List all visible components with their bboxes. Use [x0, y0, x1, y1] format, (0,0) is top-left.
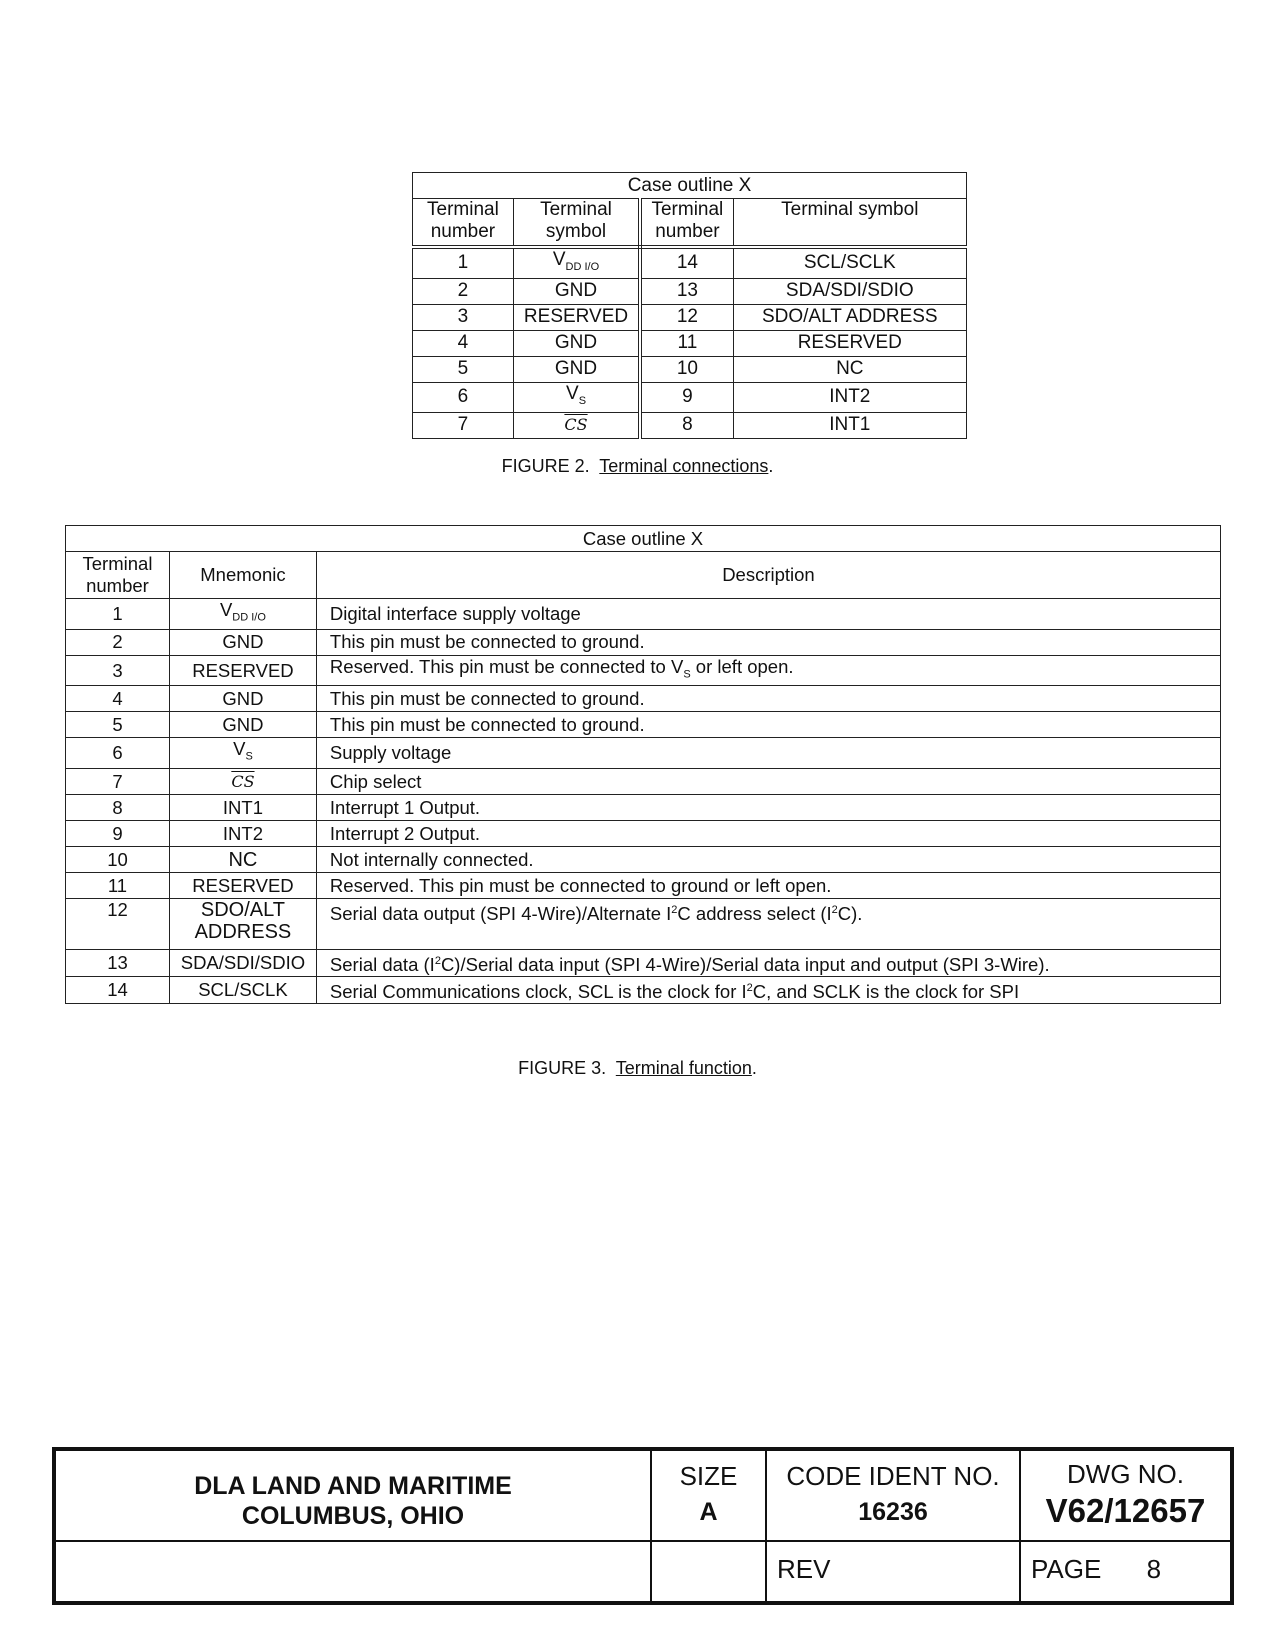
terminal-symbol: INT2 — [733, 382, 966, 412]
mnemonic: INT2 — [169, 821, 316, 847]
terminal-symbol — [513, 247, 640, 278]
mnemonic: RESERVED — [169, 655, 316, 686]
terminal-number: 3 — [413, 304, 514, 330]
terminal-number: 4 — [66, 686, 170, 712]
terminal-number: 12 — [640, 304, 733, 330]
description — [316, 899, 1220, 950]
terminal-number: 11 — [640, 330, 733, 356]
description-superscript: 2 — [671, 904, 678, 917]
caption-title: Terminal connections — [599, 456, 769, 476]
col-terminal-symbol: Terminal symbol — [733, 199, 966, 248]
mnemonic: RESERVED — [169, 873, 316, 899]
symbol-text: V — [566, 382, 579, 404]
description — [316, 977, 1220, 1004]
terminal-number: 12 — [66, 899, 170, 950]
terminal-symbol: NC — [733, 356, 966, 382]
terminal-number: 4 — [413, 330, 514, 356]
terminal-number: 6 — [413, 382, 514, 412]
col-terminal-number: Terminal number — [66, 552, 170, 599]
col-mnemonic: Mnemonic — [169, 552, 316, 599]
terminal-number: 3 — [66, 655, 170, 686]
description-text: Serial Communications clock, SCL is the clock for I — [329, 981, 747, 1003]
description: Interrupt 1 Output. — [316, 795, 1220, 821]
table-row — [413, 304, 967, 330]
terminal-number: 2 — [413, 278, 514, 304]
mnemonic: SDO/ALT ADDRESS — [169, 899, 316, 950]
table-row — [66, 899, 1221, 950]
terminal-connections-table — [412, 172, 967, 439]
terminal-number: 10 — [66, 847, 170, 873]
page-cell — [1031, 1554, 1231, 1585]
description-subscript: S — [683, 668, 691, 681]
terminal-number: 8 — [66, 795, 170, 821]
terminal-number: 7 — [413, 412, 514, 438]
terminal-number: 5 — [413, 356, 514, 382]
terminal-number: 2 — [66, 629, 170, 655]
dwg-number: V62/12657 — [1045, 1492, 1206, 1529]
table-row — [413, 278, 967, 304]
table-row — [66, 712, 1221, 738]
terminal-symbol: INT1 — [733, 412, 966, 438]
mnemonic: GND — [169, 686, 316, 712]
description-text: Serial data (I — [329, 954, 435, 976]
table-row — [66, 821, 1221, 847]
description: Interrupt 2 Output. — [316, 821, 1220, 847]
description — [316, 950, 1220, 977]
terminal-number: 11 — [66, 873, 170, 899]
code-ident-value: 16236 — [858, 1498, 928, 1526]
table-row — [66, 873, 1221, 899]
terminal-symbol: GND — [513, 356, 640, 382]
caption-prefix: FIGURE 2. — [501, 456, 590, 476]
table-row — [66, 686, 1221, 712]
description-text: or left open. — [690, 655, 794, 677]
mnemonic — [169, 738, 316, 769]
terminal-symbol: RESERVED — [733, 330, 966, 356]
terminal-number: 1 — [66, 599, 170, 630]
symbol-text: V — [552, 249, 566, 270]
organization-line-2: COLUMBUS, OHIO — [241, 1502, 465, 1530]
table-row — [66, 599, 1221, 630]
terminal-number: 14 — [640, 247, 733, 278]
organization-line-1: DLA LAND AND MARITIME — [194, 1472, 512, 1500]
caption-title: Terminal function — [615, 1058, 752, 1078]
drawing-title-block — [52, 1447, 1234, 1605]
terminal-number: 13 — [66, 950, 170, 977]
description-text: C address select (I — [677, 903, 832, 925]
caption-prefix: FIGURE 3. — [518, 1058, 607, 1078]
col-terminal-symbol: Terminal symbol — [513, 199, 640, 248]
table-row — [413, 356, 967, 382]
size-label: SIZE — [679, 1461, 738, 1491]
description-text: C)/Serial data input (SPI 4-Wire)/Serial data input and output (SPI 3-Wire). — [440, 954, 1050, 976]
case-outline-header: Case outline X — [413, 173, 967, 199]
mnemonic-subscript: S — [245, 751, 253, 764]
description: Digital interface supply voltage — [316, 599, 1220, 630]
table-row — [413, 382, 967, 412]
description-superscript: 2 — [434, 955, 441, 968]
col-terminal-number: Terminal number — [413, 199, 514, 248]
terminal-number: 10 — [640, 356, 733, 382]
description: Chip select — [316, 769, 1220, 795]
terminal-symbol: RESERVED — [513, 304, 640, 330]
terminal-function-table — [65, 525, 1221, 1004]
col-terminal-number: Terminal number — [640, 199, 733, 248]
mnemonic: INT1 — [169, 795, 316, 821]
terminal-number: 1 — [413, 247, 514, 278]
table-row — [66, 769, 1221, 795]
organization-name — [56, 1471, 650, 1531]
description: Not internally connected. — [316, 847, 1220, 873]
page-number: 8 — [1146, 1554, 1162, 1584]
mnemonic — [169, 769, 316, 795]
mnemonic: GND — [169, 712, 316, 738]
description-text: Reserved. This pin must be connected to V — [329, 655, 684, 677]
description-text: C). — [837, 903, 863, 925]
rev-label: REV — [777, 1554, 831, 1584]
terminal-number: 13 — [640, 278, 733, 304]
code-ident-label: CODE IDENT NO. — [786, 1461, 1000, 1491]
terminal-number: 8 — [640, 412, 733, 438]
terminal-symbol: SDO/ALT ADDRESS — [733, 304, 966, 330]
code-ident-cell — [767, 1461, 1019, 1527]
table-row — [66, 629, 1221, 655]
symbol-subscript: S — [578, 394, 587, 407]
mnemonic-text: V — [219, 599, 233, 620]
mnemonic-subscript: DD I/O — [232, 611, 266, 624]
table-row — [66, 847, 1221, 873]
description-text: C, and SCLK is the clock for SPI — [752, 981, 1020, 1003]
description: This pin must be connected to ground. — [316, 712, 1220, 738]
description-text: Serial data output (SPI 4-Wire)/Alternate I — [329, 903, 672, 925]
description-superscript: 2 — [746, 982, 753, 995]
dwg-no-cell — [1021, 1459, 1230, 1530]
mnemonic — [169, 599, 316, 630]
table-row — [66, 655, 1221, 686]
description: Supply voltage — [316, 738, 1220, 769]
terminal-symbol: SDA/SDI/SDIO — [733, 278, 966, 304]
chip-select-overline: $\overline{CS}$ — [564, 415, 588, 435]
table-row — [66, 738, 1221, 769]
terminal-symbol: GND — [513, 278, 640, 304]
mnemonic: SCL/SCLK — [169, 977, 316, 1004]
figure-3-caption — [0, 1058, 1275, 1079]
description — [316, 655, 1220, 686]
mnemonic: NC — [169, 847, 316, 873]
terminal-number: 9 — [66, 821, 170, 847]
terminal-number: 5 — [66, 712, 170, 738]
page-label: PAGE — [1031, 1554, 1102, 1584]
terminal-symbol — [513, 382, 640, 412]
description: This pin must be connected to ground. — [316, 686, 1220, 712]
description: This pin must be connected to ground. — [316, 629, 1220, 655]
table-row — [66, 977, 1221, 1004]
terminal-symbol: SCL/SCLK — [733, 247, 966, 278]
terminal-number: 6 — [66, 738, 170, 769]
chip-select-overline: $\overline{CS}$ — [231, 772, 255, 792]
description-superscript: 2 — [831, 904, 838, 917]
caption-suffix: . — [751, 1058, 757, 1078]
terminal-symbol — [513, 412, 640, 438]
symbol-subscript: DD I/O — [565, 260, 600, 273]
table-row — [413, 247, 967, 278]
mnemonic: SDA/SDI/SDIO — [169, 950, 316, 977]
size-cell — [652, 1461, 765, 1527]
dwg-label: DWG NO. — [1067, 1459, 1184, 1489]
table-row — [413, 330, 967, 356]
terminal-number: 14 — [66, 977, 170, 1004]
case-outline-header: Case outline X — [66, 526, 1221, 552]
table-row — [413, 412, 967, 438]
size-value: A — [699, 1498, 718, 1526]
mnemonic: GND — [169, 629, 316, 655]
terminal-symbol: GND — [513, 330, 640, 356]
terminal-number: 7 — [66, 769, 170, 795]
table-row — [66, 795, 1221, 821]
figure-2-caption — [0, 456, 1275, 477]
caption-suffix: . — [768, 456, 774, 476]
terminal-number: 9 — [640, 382, 733, 412]
mnemonic-text: V — [233, 738, 246, 760]
description: Reserved. This pin must be connected to ground or left open. — [316, 873, 1220, 899]
table-row — [66, 950, 1221, 977]
col-description: Description — [316, 552, 1220, 599]
